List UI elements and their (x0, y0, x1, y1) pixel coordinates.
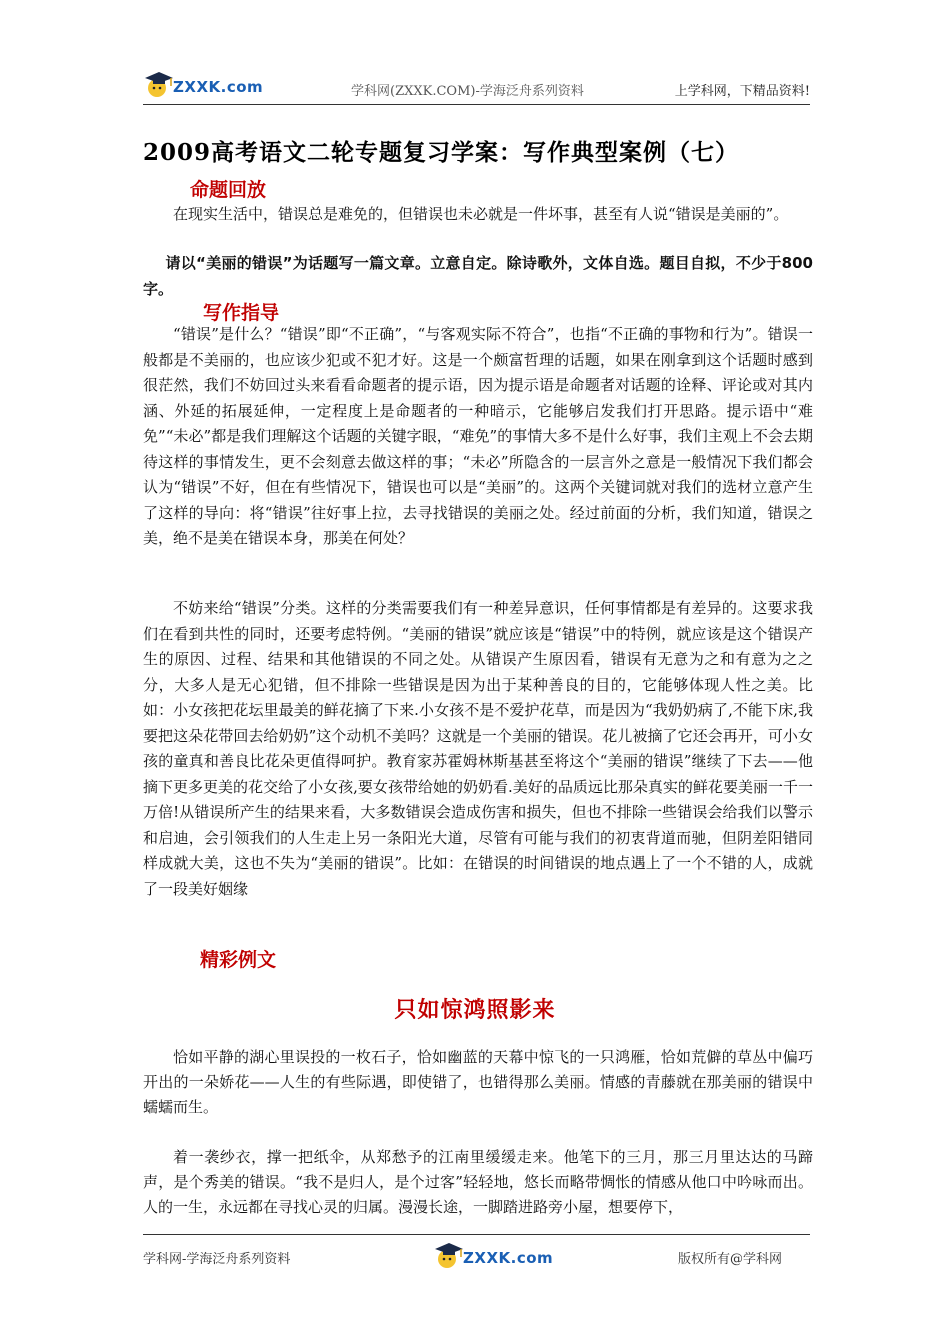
section-heading-guide: 写作指导 (203, 302, 280, 324)
guide-paragraph-1: “错误”是什么？“错误”即“不正确”，“与客观实际不符合”，也指“不正确的事物和行为”。错误一般都是不美丽的，也应该少犯或不犯才好。这是一个颇富哲理的话题，如果在刚拿到这个话题时感到很茫然，我们不妨回过头来看看命题者的提示语，因为提示语是命题者对话题的诠释、评论或对其内涵、外延的拓展延伸，一定程度上是命题者的一种暗示，它能够启发我们打开思路。提示语中“难免”“未必”都是我们理解这个话题的关键字眼，“难免”的事情大多不是什么好事，我们主观上不会去期待这样的事情发生，更不会刻意去做这样的事；“未必”所隐含的一层言外之意是一般情况下我们都会认为“错误”不好，但在有些情况下，错误也可以是“美丽”的。这两个关键词就对我们的选材立意产生了这样的导向：将“错误”往好事上拉，去寻找错误的美丽之处。经过前面的分析，我们知道，错误之美，绝不是美在错误本身，那美在何处？ (143, 325, 813, 547)
essay-paragraph-2: 着一袭纱衣，撑一把纸伞，从郑愁予的江南里缓缓走来。他笔下的三月，那三月里达达的马蹄声，是个秀美的错误。“我不是归人，是个过客”轻轻地，悠长而略带惆怅的情感从他口中吟咏而出。人的一生，永远都在寻找心灵的归属。漫漫长途，一脚踏进路旁小屋，想要停下， (143, 1148, 813, 1216)
section-heading-review: 命题回放 (190, 179, 267, 201)
footer-logo-text: ZXXK.com (463, 1249, 554, 1267)
guide-paragraph-2: 不妨来给“错误”分类。这样的分类需要我们有一种差异意识，任何事情都是有差异的。这要求我们在看到共性的同时，还要考虑特例。“美丽的错误”就应该是“错误”中的特例，就应该是这个错误产生的原因、过程、结果和其他错误的不同之处。从错误产生原因看，错误有无意为之和有意为之之分，大多人是无心犯错，但不排除一些错误是因为出于某种善良的目的，它能够体现人性之美。比如：小女孩把花坛里最美的鲜花摘了下来.小女孩不是不爱护花草，而是因为“我奶奶病了,不能下床,我要把这朵花带回去给奶奶”这个动机不美吗？这就是一个美丽的错误。花儿被摘了它还会再开，可小女孩的童真和善良比花朵更值得呵护。教育家苏霍姆林斯基甚至将这个“美丽的错误”继续了下去——他摘下更多更美的花交给了小女孩,要女孩带给她的奶奶看.美好的品质远比那朵真实的鲜花要美丽一千一万倍!从错误所产生的结果来看，大多数错误会造成伤害和损失，但也不排除一些错误会给我们以警示和启迪，会引领我们的人生走上另一条阳光大道，尽管有可能与我们的初衷背道而驰，但阴差阳错同样成就大美，这也不失为“美丽的错误”。比如：在错误的时间错误的地点遇上了一个不错的人，成就了一段美好姻缘 (143, 599, 813, 898)
header-site-name: 学科网(ZXXK.COM)-学海泛舟系列资料 (351, 84, 584, 99)
footer-copyright: 版权所有@学科网 (677, 1252, 782, 1267)
zxxk-logo (143, 68, 264, 100)
header-slogan: 上学科网，下精品资料! (674, 84, 810, 99)
section-heading-example: 精彩例文 (200, 949, 277, 971)
footer-zxxk-logo (433, 1239, 554, 1271)
page-footer (143, 1234, 810, 1275)
review-requirement-paragraph: 请以“美丽的错误”为话题写一篇文章。立意自定。除诗歌外，文体自选。题目自拟，不少于800字。 (143, 254, 813, 298)
essay-paragraph-1: 恰如平静的湖心里误投的一枚石子，恰如幽蓝的天幕中惊飞的一只鸿雁，恰如荒僻的草丛中偏巧开出的一朵娇花——人生的有些际遇，即使错了，也错得那么美丽。情感的青藤就在那美丽的错误中蠕蠕而生。 (143, 1048, 813, 1116)
document-title: 2009高考语文二轮专题复习学案：写作典型案例（七） (143, 139, 740, 166)
page-header (143, 66, 810, 105)
logo-text: ZXXK.com (173, 78, 264, 96)
essay-title: 只如惊鸿照影来 (394, 998, 556, 1023)
footer-site-name: 学科网-学海泛舟系列资料 (143, 1252, 291, 1267)
review-intro-paragraph: 在现实生活中，错误总是难免的，但错误也未必就是一件坏事，甚至有人说“错误是美丽的”。 (173, 205, 789, 223)
